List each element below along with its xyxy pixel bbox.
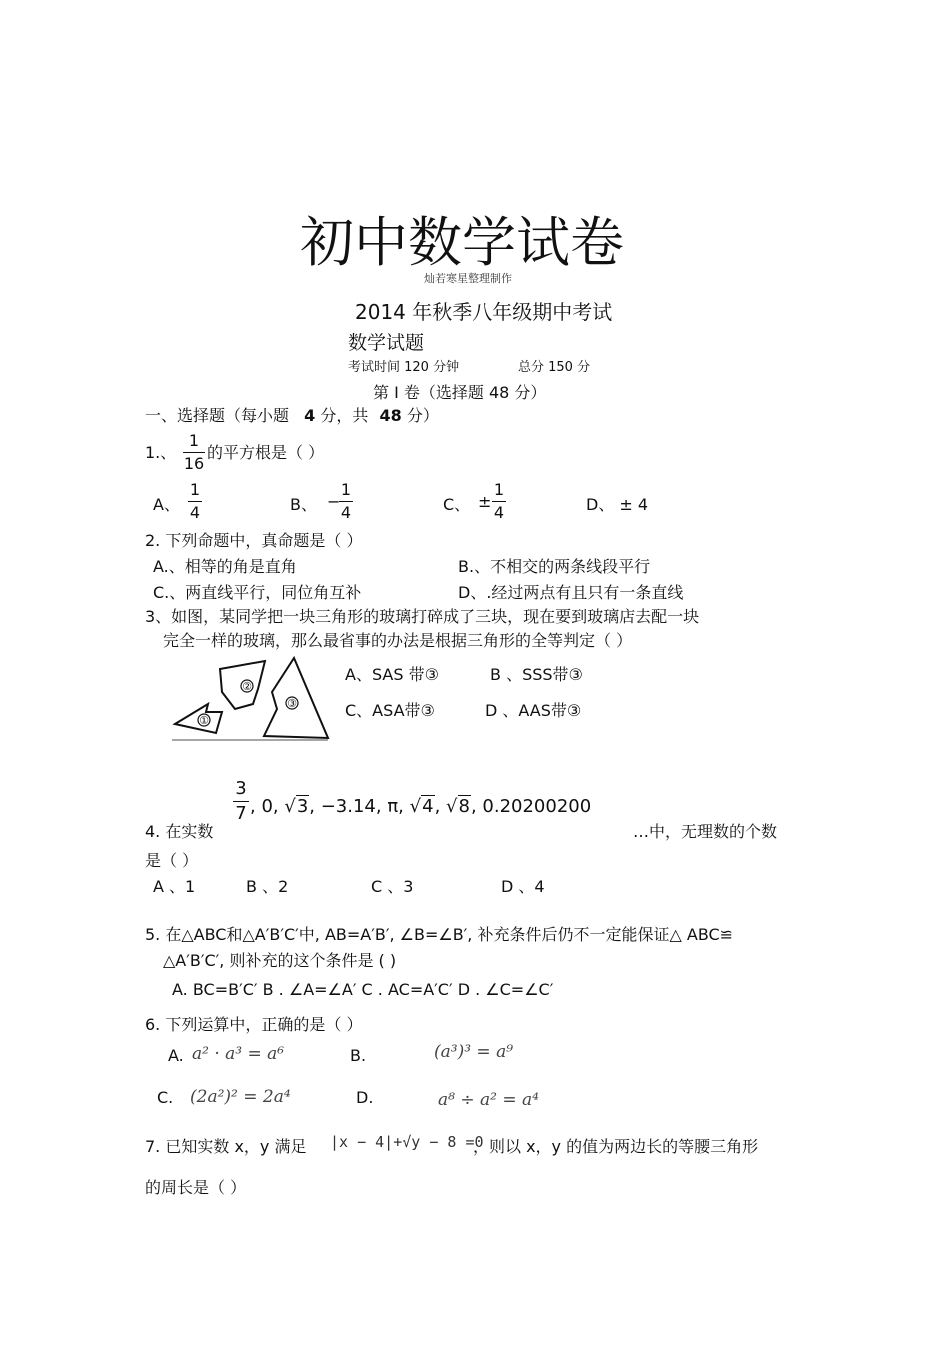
section-heading: 一、选择题（每小题 4 分，共 48 分） [145, 406, 439, 425]
q2-option-b: B.、不相交的两条线段平行 [458, 557, 651, 576]
q2-option-a: A.、相等的角是直角 [153, 557, 297, 576]
q6-option-c-expr: (2a²)² = 2a⁴ [190, 1087, 291, 1107]
sqrt-4: √4 [409, 796, 434, 817]
q1-option-a-label: A、 [153, 495, 180, 514]
q1-option-c-label: C、 [443, 495, 471, 514]
q6-option-d-label: D. [356, 1088, 374, 1107]
q7-stem-line2: 的周长是（ ） [145, 1178, 247, 1197]
broken-glass-figure [170, 652, 335, 747]
q5-stem-line2: △A′B′C′, 则补充的这个条件是 ( ) [163, 951, 397, 970]
q3-option-c: C、ASA带③ [345, 701, 435, 720]
q3-option-a: A、SAS 带③ [345, 665, 439, 684]
main-title: 初中数学试卷 [300, 211, 624, 274]
q6-option-d-expr: a⁸ ÷ a² = a⁴ [438, 1090, 539, 1110]
q3-stem-line2: 完全一样的玻璃，那么最省事的办法是根据三角形的全等判定（ ） [163, 631, 633, 650]
part-title: 第 Ⅰ 卷（选择题 48 分） [373, 383, 547, 402]
q7-stem-post: ，则以 x，y 的值为两边长的等腰三角形 [473, 1137, 759, 1156]
q3-stem-line1: 3、如图，某同学把一块三角形的玻璃打碎成了三块，现在要到玻璃店去配一块 [145, 607, 700, 626]
q6-option-a-expr: a² · a³ = a⁶ [192, 1044, 285, 1064]
q1-option-c-sign: ± [478, 492, 492, 511]
q4-stem-line2: 是（ ） [145, 851, 199, 870]
q1-option-d: D、 ± 4 [586, 495, 649, 514]
q3-option-b: B 、SSS带③ [490, 665, 583, 684]
q1-stem: 的平方根是（ ） [207, 443, 325, 462]
q6-option-a-label: A. [168, 1046, 184, 1065]
sqrt-3: √3 [284, 796, 309, 817]
section-points-total: 48 [379, 406, 402, 425]
q6-option-b-expr: (a³)³ = a⁹ [434, 1042, 514, 1062]
q7-stem-pre: 7. 已知实数 x，y 满足 [145, 1137, 307, 1156]
q4-fraction: 3 7 [233, 780, 249, 823]
q6-option-b-label: B. [350, 1046, 367, 1065]
q4-stem: 4. 在实数 [145, 822, 214, 841]
q1-option-c-fraction: 1 4 [493, 480, 505, 522]
q2-option-d: D、.经过两点有且只有一条直线 [458, 583, 684, 602]
q2-option-c: C.、两直线平行，同位角互补 [153, 583, 362, 602]
q1-number: 1.、 [145, 443, 177, 462]
q4-option-d: D 、4 [501, 877, 545, 896]
piece-1-label: ① [199, 714, 209, 727]
q1-option-b-label: B、 [290, 495, 317, 514]
q3-option-d: D 、AAS带③ [485, 701, 582, 720]
exam-title: 2014 年秋季八年级期中考试 [355, 300, 613, 324]
q4-option-a: A 、1 [153, 877, 196, 896]
q4-number-list: , 0, √3, −3.14, π, √4, √8, 0.20200200 [250, 796, 592, 817]
piece-2-label: ② [242, 680, 252, 693]
subject-title: 数学试题 [348, 332, 425, 354]
q6-stem: 6. 下列运算中，正确的是（ ） [145, 1015, 363, 1034]
exam-total: 总分 150 分 [518, 360, 591, 375]
q1-option-a-fraction: 1 4 [189, 480, 201, 522]
q4-option-b: B 、2 [246, 877, 289, 896]
q1-fraction: 1 16 [183, 431, 205, 473]
q1-option-b-fraction: 1 4 [340, 480, 352, 522]
exam-time: 考试时间 120 分钟 [348, 360, 460, 375]
q5-options: A. BC=B′C′ B . ∠A=∠A′ C . AC=A′C′ D . ∠C=∠C′ [172, 980, 554, 999]
q1-option-b-sign: − [327, 492, 341, 511]
q4-stem-tail: …中，无理数的个数 [633, 822, 778, 841]
subtitle: 灿若寒星整理制作 [424, 272, 512, 285]
piece-3-label: ③ [287, 697, 297, 710]
section-points-each: 4 [304, 406, 316, 425]
q6-option-c-label: C. [157, 1088, 174, 1107]
q2-stem: 2. 下列命题中，真命题是（ ） [145, 531, 363, 550]
q7-condition-expr: |x − 4|+√y − 8 =0 [330, 1133, 484, 1151]
sqrt-8: √8 [446, 796, 470, 817]
q4-option-c: C 、3 [371, 877, 414, 896]
q5-stem-line1: 5. 在△ABC和△A′B′C′中, AB=A′B′, ∠B=∠B′, 补充条件后仍不一定能保证△ ABC≌ [145, 925, 734, 944]
